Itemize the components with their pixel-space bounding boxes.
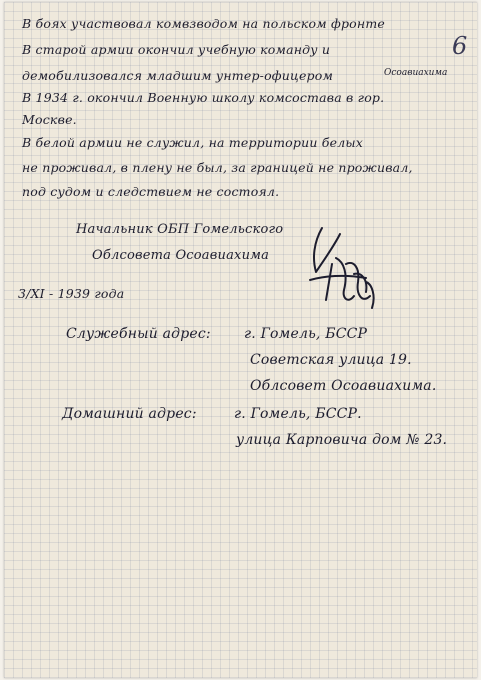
service-address-line-3: Облсовет Осоавиахима.	[250, 378, 437, 394]
home-address-line-2: улица Карповича дом № 23.	[236, 432, 448, 448]
service-address-line-1: г. Гомель, БССР	[244, 326, 368, 342]
handwritten-signature	[304, 224, 384, 314]
text-line-4: В 1934 г. окончил Военную школу комсостава в гор.	[22, 90, 385, 105]
text-line-7: не проживал, в плену не был, за границей не проживал,	[22, 160, 413, 175]
text-line-3: демобилизовался младшим унтер-офицером	[22, 68, 334, 83]
home-address-label: Домашний адрес:	[62, 406, 197, 422]
signature-title-line-1: Начальник ОБП Гомельского	[76, 222, 284, 237]
text-line-2: В старой армии окончил учебную команду и	[22, 42, 331, 57]
signature-title-line-2: Облсовета Осоавиахима	[92, 248, 270, 263]
text-line-1: В боях участвовал комвзводом на польском фронте	[22, 16, 385, 31]
text-line-5: Москве.	[22, 112, 77, 127]
document-date: 3/XI - 1939 года	[18, 286, 125, 301]
service-address-label: Служебный адрес:	[66, 326, 211, 342]
text-line-8: под судом и следствием не состоял.	[22, 184, 280, 199]
home-address-line-1: г. Гомель, БССР.	[234, 406, 362, 422]
service-address-line-2: Советская улица 19.	[250, 352, 412, 368]
correction-note: Осоавиахима	[384, 68, 448, 78]
folio-number: 6	[452, 32, 468, 60]
document-page	[4, 2, 477, 678]
text-line-6: В белой армии не служил, на территории белых	[22, 135, 364, 150]
